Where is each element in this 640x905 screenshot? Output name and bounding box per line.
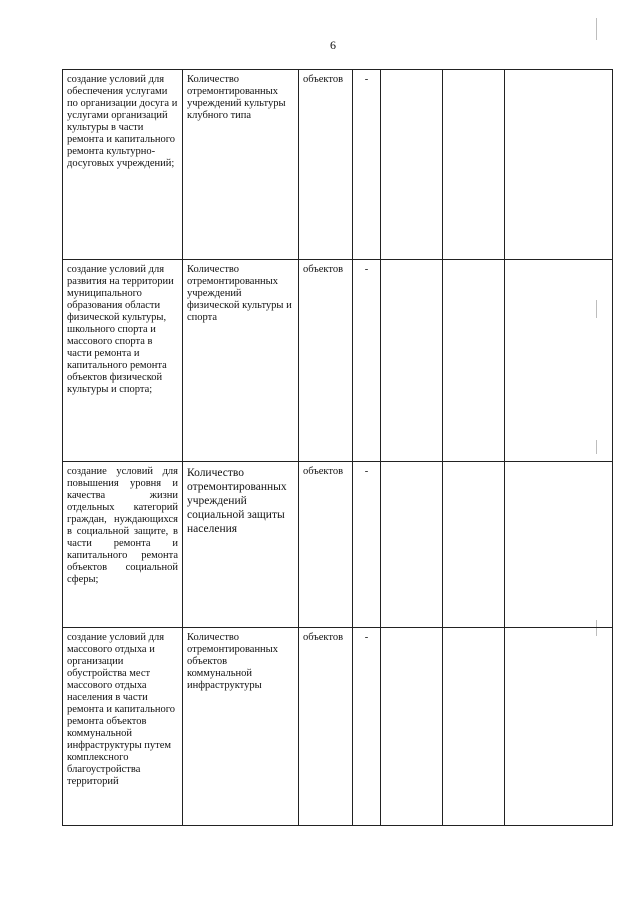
indicator-cell: Количество отремонтированных объектов коммунальной инфраструктуры [183, 628, 299, 826]
indicator-cell: Количество отремонтированных учреждений культуры клубного типа [183, 70, 299, 260]
table-row [63, 462, 613, 628]
empty-cell [505, 628, 613, 826]
empty-cell [443, 628, 505, 826]
value-cell: - [353, 628, 381, 826]
empty-cell [381, 628, 443, 826]
goal-cell: создание условий для массового отдыха и организации обустройства мест массового отдыха населения в части ремонта и капитального ремонта объектов коммунальной инфраструктуры путем комплексного благоустройства территорий [63, 628, 183, 826]
goal-cell: создание условий для обеспечения услугами по организации досуга и услугами организаций культуры в части ремонта и капитального ремонта культурно-досуговых учреждений; [63, 70, 183, 260]
goal-cell: создание условий для повышения уровня и качества жизни отдельных категорий граждан, нуждающихся в социальной защите, в части ремонта и капитального ремонта объектов социальной сферы; [63, 462, 183, 628]
unit-cell: объектов [299, 628, 353, 826]
empty-cell [381, 70, 443, 260]
unit-cell: объектов [299, 462, 353, 628]
unit-cell: объектов [299, 260, 353, 462]
table-row [63, 260, 613, 462]
empty-cell [443, 260, 505, 462]
empty-cell [381, 260, 443, 462]
empty-cell [505, 260, 613, 462]
page-number: 6 [330, 38, 336, 52]
empty-cell [443, 462, 505, 628]
table-row [63, 70, 613, 260]
indicator-cell: Количество отремонтированных учреждений физической культуры и спорта [183, 260, 299, 462]
goal-cell: создание условий для развития на территории муниципального образования области физической культуры, школьного спорта и массового спорта в части ремонта и капитального ремонта объектов физической культуры и спорта; [63, 260, 183, 462]
scan-edge-mark [596, 18, 597, 40]
empty-cell [505, 462, 613, 628]
value-cell: - [353, 462, 381, 628]
table-row [63, 628, 613, 826]
unit-cell: объектов [299, 70, 353, 260]
empty-cell [505, 70, 613, 260]
empty-cell [381, 462, 443, 628]
empty-cell [443, 70, 505, 260]
value-cell: - [353, 70, 381, 260]
indicators-table [62, 69, 613, 826]
value-cell: - [353, 260, 381, 462]
indicator-cell: Количество отремонтированных учреждений социальной защиты населения [183, 462, 299, 628]
